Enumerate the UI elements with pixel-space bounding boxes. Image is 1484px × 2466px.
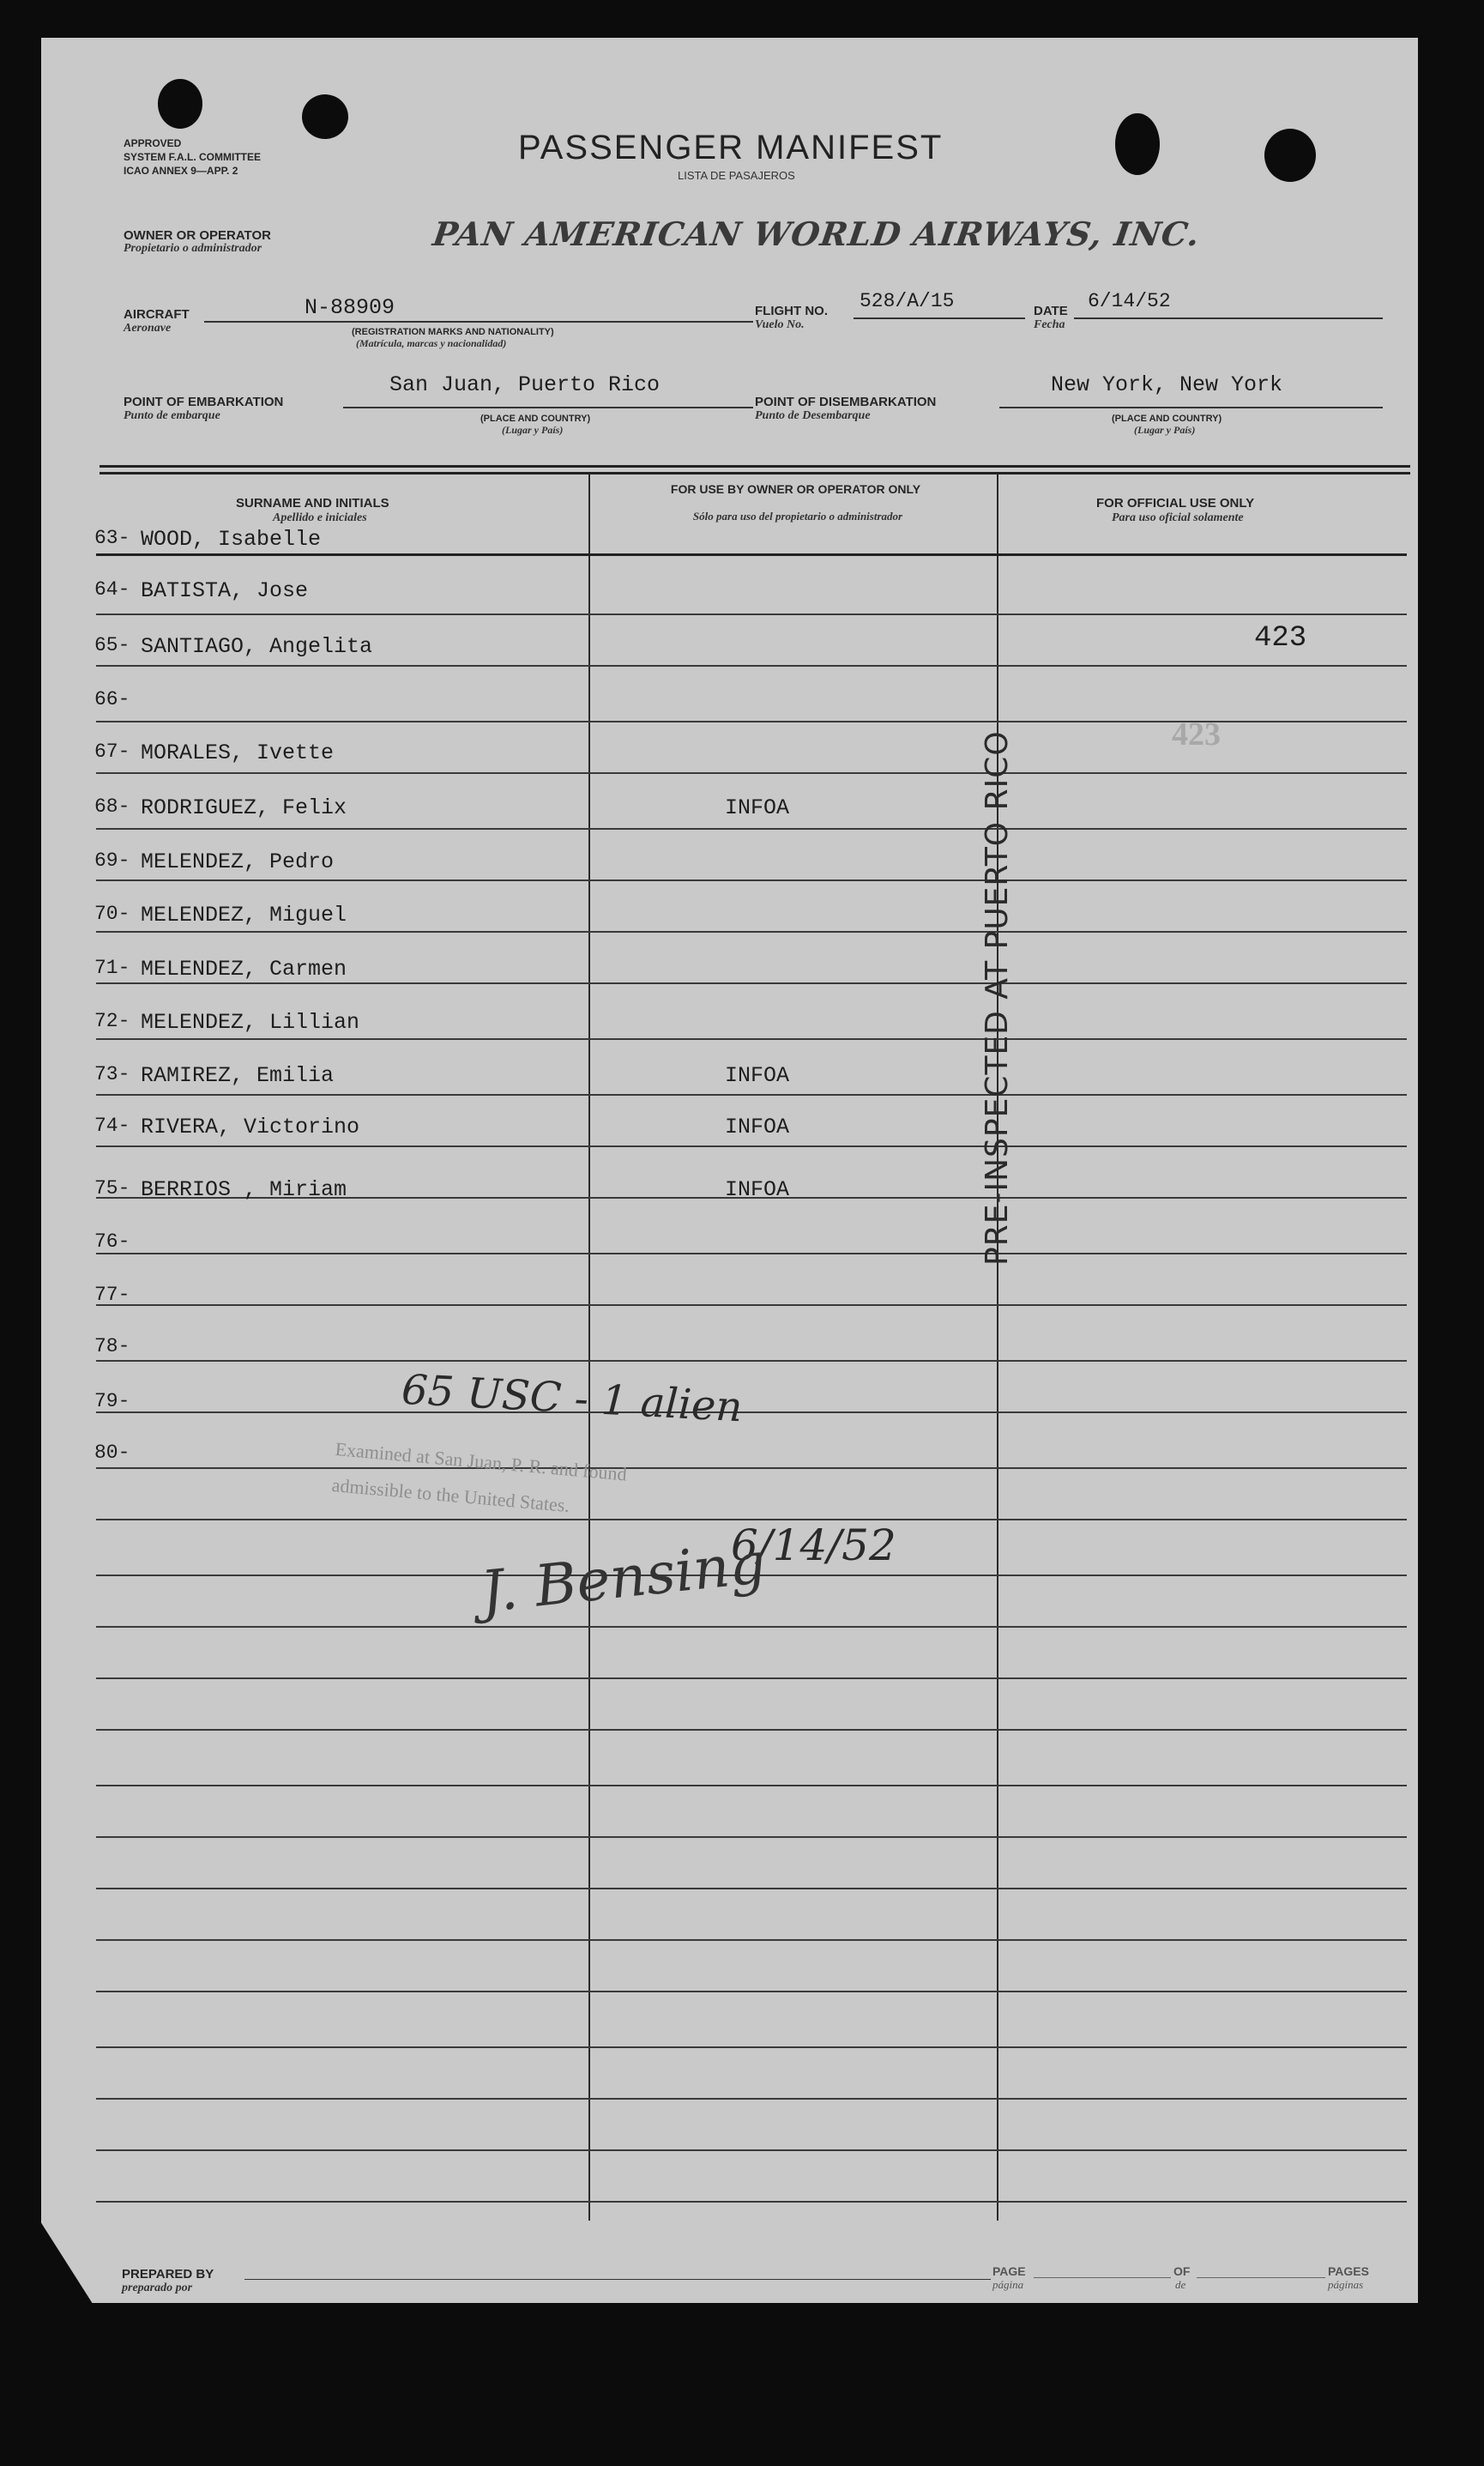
table-top-rule-1 [100,465,1410,468]
row-rule [96,2149,1407,2151]
col2-header-es: Sólo para uso del propietario o administrador [692,510,903,523]
row-number: 63- [94,527,130,549]
row-number: 73- [94,1063,130,1085]
row-rule [96,1038,1407,1040]
row-rule [96,1304,1407,1306]
row-number: 64- [94,578,130,601]
row-number: 65- [94,634,130,656]
date-value: 6/14/52 [1088,290,1171,312]
col-divider-1 [588,474,590,2221]
row-rule [96,879,1407,881]
row-rule [96,665,1407,667]
row-rule [96,2098,1407,2100]
punch-hole-left-1 [158,79,202,129]
flight-value: 528/A/15 [860,290,955,312]
punch-hole-right-1 [1115,113,1160,175]
operator-note: INFOA [725,1177,790,1202]
passenger-name: RODRIGUEZ, Felix [141,795,347,820]
prepared-underline [244,2279,991,2280]
row-number: 69- [94,849,130,872]
date-label-es: Fecha [1034,318,1065,331]
passenger-name: RAMIREZ, Emilia [141,1063,335,1088]
official-note: 423 [1254,622,1307,655]
preinspected-stamp: PRE-INSPECTED AT PUERTO RICO [980,730,1015,1266]
row-rule [96,1626,1407,1628]
row-rule [96,1836,1407,1838]
disembark-place-note: (PLACE AND COUNTRY) [1112,414,1222,424]
flight-label-es: Vuelo No. [755,318,805,331]
disembark-label-es: Punto de Desembarque [755,409,871,422]
passenger-name: WOOD, Isabelle [141,527,322,552]
row-rule [96,1253,1407,1254]
table-top-rule-2 [100,472,1410,474]
registration-note-es: (Matrícula, marcas y nacionalidad) [356,337,507,349]
embark-place-note: (PLACE AND COUNTRY) [480,414,591,424]
row-rule [96,1785,1407,1786]
col2-header: FOR USE BY OWNER OR OPERATOR ONLY [670,482,921,496]
passenger-name: MELENDEZ, Carmen [141,957,347,982]
row-rule [96,931,1407,933]
embark-place-note-es: (Lugar y País) [502,424,564,436]
of-underline [1197,2277,1325,2278]
exam-stamp-line-1: Examined at San Juan, P. R. and found [334,1438,628,1485]
row-rule [96,1677,1407,1679]
passenger-name: BERRIOS , Miriam [141,1177,347,1202]
disembark-value: New York, New York [1051,372,1283,397]
row-rule [96,1939,1407,1941]
row-rule [96,2046,1407,2048]
registration-note: (REGISTRATION MARKS AND NATIONALITY) [352,327,554,337]
pages-label-es: páginas [1328,2278,1364,2291]
row-rule [96,1094,1407,1096]
passenger-name: RIVERA, Victorino [141,1115,360,1139]
handwritten-count: 65 USC - 1 alien [400,1365,744,1432]
owner-label-es: Propietario o administrador [124,242,262,255]
flight-underline [854,317,1025,319]
row-rule [96,1888,1407,1889]
row-number: 75- [94,1177,130,1200]
row-rule [96,828,1407,830]
col3-header-es: Para uso oficial solamente [1112,511,1244,524]
embark-label: POINT OF EMBARKATION [124,395,284,409]
row-number: 72- [94,1010,130,1032]
passenger-name: MELENDEZ, Pedro [141,849,335,874]
of-label: OF [1173,2264,1191,2278]
of-label-es: de [1175,2278,1186,2291]
page-label: PAGE [992,2264,1026,2278]
row-number: 70- [94,903,130,925]
owner-value: PAN AMERICAN WORLD AIRWAYS, INC. [430,215,1203,253]
passenger-name: BATISTA, Jose [141,578,309,603]
row-number: 80- [94,1442,130,1464]
aircraft-label: AIRCRAFT [124,307,190,322]
date-underline [1074,317,1383,319]
disembark-place-note-es: (Lugar y País) [1134,424,1196,436]
prepared-label: PREPARED BY [122,2267,214,2282]
row-rule [96,613,1407,615]
row-rule [96,1467,1407,1469]
handwritten-date: 6/14/52 [731,1520,896,1570]
col1-header: SURNAME AND INITIALS [236,496,389,511]
row-number: 67- [94,740,130,763]
row-number: 71- [94,957,130,979]
row-number: 77- [94,1284,130,1306]
row-number: 79- [94,1390,130,1412]
approved-line-1: APPROVED [124,137,182,149]
embark-value: San Juan, Puerto Rico [389,372,661,397]
passenger-name: MELENDEZ, Miguel [141,903,347,928]
signature: J. Bensing [477,1529,769,1626]
page-underline [1034,2277,1171,2278]
row-number: 78- [94,1335,130,1357]
row-rule [96,1145,1407,1147]
approved-line-3: ICAO ANNEX 9—APP. 2 [124,165,238,177]
row-rule [96,772,1407,774]
row-rule [96,1411,1407,1413]
passenger-name: MELENDEZ, Lillian [141,1010,360,1035]
row-rule [96,2201,1407,2203]
passenger-name: MORALES, Ivette [141,740,335,765]
flight-label: FLIGHT NO. [755,304,828,318]
row-number: 68- [94,795,130,818]
faint-number-stamp: 423 [1172,716,1221,752]
date-label: DATE [1034,304,1068,318]
embark-underline [343,407,753,408]
pages-label: PAGES [1328,2264,1369,2278]
passenger-name: SANTIAGO, Angelita [141,634,373,659]
row-rule [96,1729,1407,1731]
disembark-underline [999,407,1383,408]
operator-note: INFOA [725,1063,790,1088]
row-number: 66- [94,688,130,710]
aircraft-label-es: Aeronave [124,322,172,335]
aircraft-underline [204,321,753,323]
prepared-label-es: preparado por [122,2282,193,2294]
disembark-label: POINT OF DISEMBARKATION [755,395,937,409]
operator-note: INFOA [725,1115,790,1139]
col3-header: FOR OFFICIAL USE ONLY [1096,496,1255,511]
col1-header-es: Apellido e iniciales [273,511,367,524]
approved-line-2: SYSTEM F.A.L. COMMITTEE [124,151,262,163]
row-rule [96,1991,1407,1992]
row-rule [96,982,1407,984]
page-title: PASSENGER MANIFEST [518,129,944,166]
exam-stamp-line-2: admissible to the United States. [330,1474,570,1517]
punch-hole-left-2 [302,94,348,139]
punch-hole-right-2 [1264,129,1316,182]
torn-corner [34,2212,94,2306]
operator-note: INFOA [725,795,790,820]
row-rule [96,1360,1407,1362]
embark-label-es: Punto de embarque [124,409,220,422]
row-number: 76- [94,1230,130,1253]
page-subtitle: LISTA DE PASAJEROS [678,169,795,182]
row-number: 74- [94,1115,130,1137]
owner-label: OWNER OR OPERATOR [124,228,271,243]
row-rule [96,553,1407,556]
aircraft-value: N-88909 [305,295,395,320]
page-label-es: página [992,2278,1024,2291]
